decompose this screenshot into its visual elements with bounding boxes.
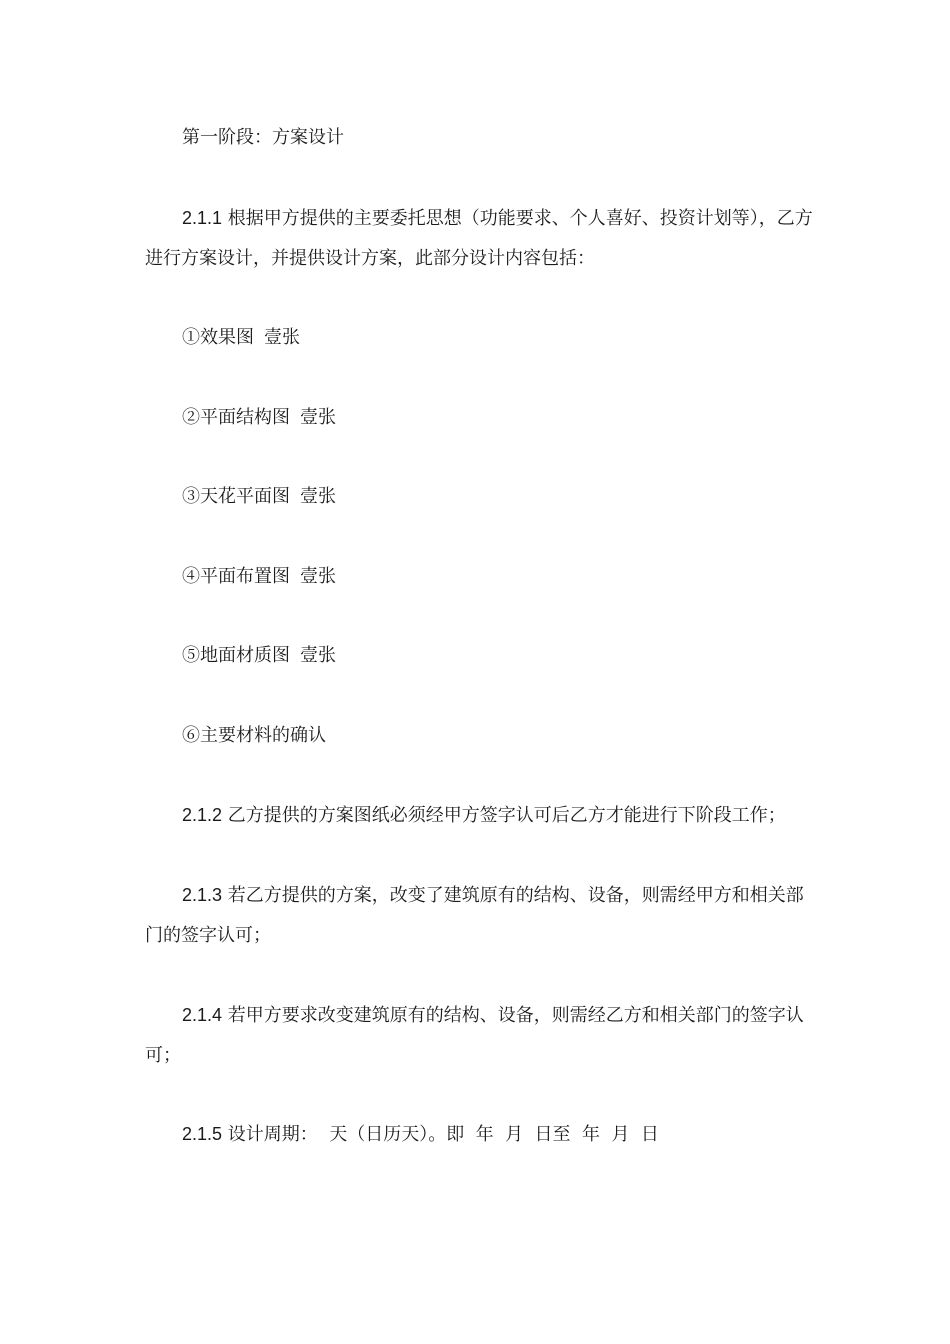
clause-text: 根据甲方提供的主要委托思想（功能要求、个人喜好、投资计划等），乙方进行方案设计，并提供设计方案，此部分设计内容包括： <box>145 208 813 269</box>
item-qty: 壹张 <box>300 566 336 587</box>
clause-2-1-1 <box>145 198 813 279</box>
clause-number: 2.1.2 <box>182 805 223 825</box>
item-qty: 壹张 <box>300 407 336 428</box>
item-name: 主要材料的确认 <box>200 725 326 746</box>
item-qty: 壹张 <box>300 645 336 666</box>
item-name: 平面结构图 <box>200 407 290 428</box>
section-heading <box>145 118 813 158</box>
list-item <box>145 477 813 517</box>
clause-2-1-2 <box>145 795 813 836</box>
clause-2-1-5 <box>145 1114 813 1155</box>
item-name: 地面材质图 <box>200 645 290 666</box>
clause-text: 乙方提供的方案图纸必须经甲方签字认可后乙方才能进行下阶段工作； <box>227 805 786 826</box>
clause-text: 设计周期： 天（日历天）。即 年 月 日至 年 月 日 <box>227 1124 659 1145</box>
clause-text: 若甲方要求改变建筑原有的结构、设备，则需经乙方和相关部门的签字认可； <box>145 1005 804 1066</box>
list-item <box>145 716 813 756</box>
clause-text: 若乙方提供的方案，改变了建筑原有的结构、设备，则需经甲方和相关部门的签字认可； <box>145 885 804 946</box>
clause-number: 2.1.5 <box>182 1124 223 1144</box>
item-name: 天花平面图 <box>200 486 290 507</box>
clause-2-1-4 <box>145 995 813 1076</box>
clause-2-1-3 <box>145 875 813 956</box>
item-qty: 壹张 <box>300 486 336 507</box>
clause-number: 2.1.4 <box>182 1005 223 1025</box>
list-item <box>145 557 813 597</box>
item-marker: ② <box>182 407 200 428</box>
list-item <box>145 318 813 358</box>
clause-number: 2.1.1 <box>182 208 223 228</box>
list-item <box>145 398 813 438</box>
clause-number: 2.1.3 <box>182 885 223 905</box>
list-item <box>145 636 813 676</box>
item-marker: ⑤ <box>182 645 200 666</box>
item-marker: ⑥ <box>182 725 200 746</box>
item-name: 平面布置图 <box>200 566 290 587</box>
item-marker: ④ <box>182 566 200 587</box>
item-marker: ③ <box>182 486 200 507</box>
item-marker: ① <box>182 327 200 348</box>
item-qty: 壹张 <box>264 327 300 348</box>
section-heading-text: 第一阶段：方案设计 <box>182 127 344 148</box>
item-name: 效果图 <box>200 327 254 348</box>
